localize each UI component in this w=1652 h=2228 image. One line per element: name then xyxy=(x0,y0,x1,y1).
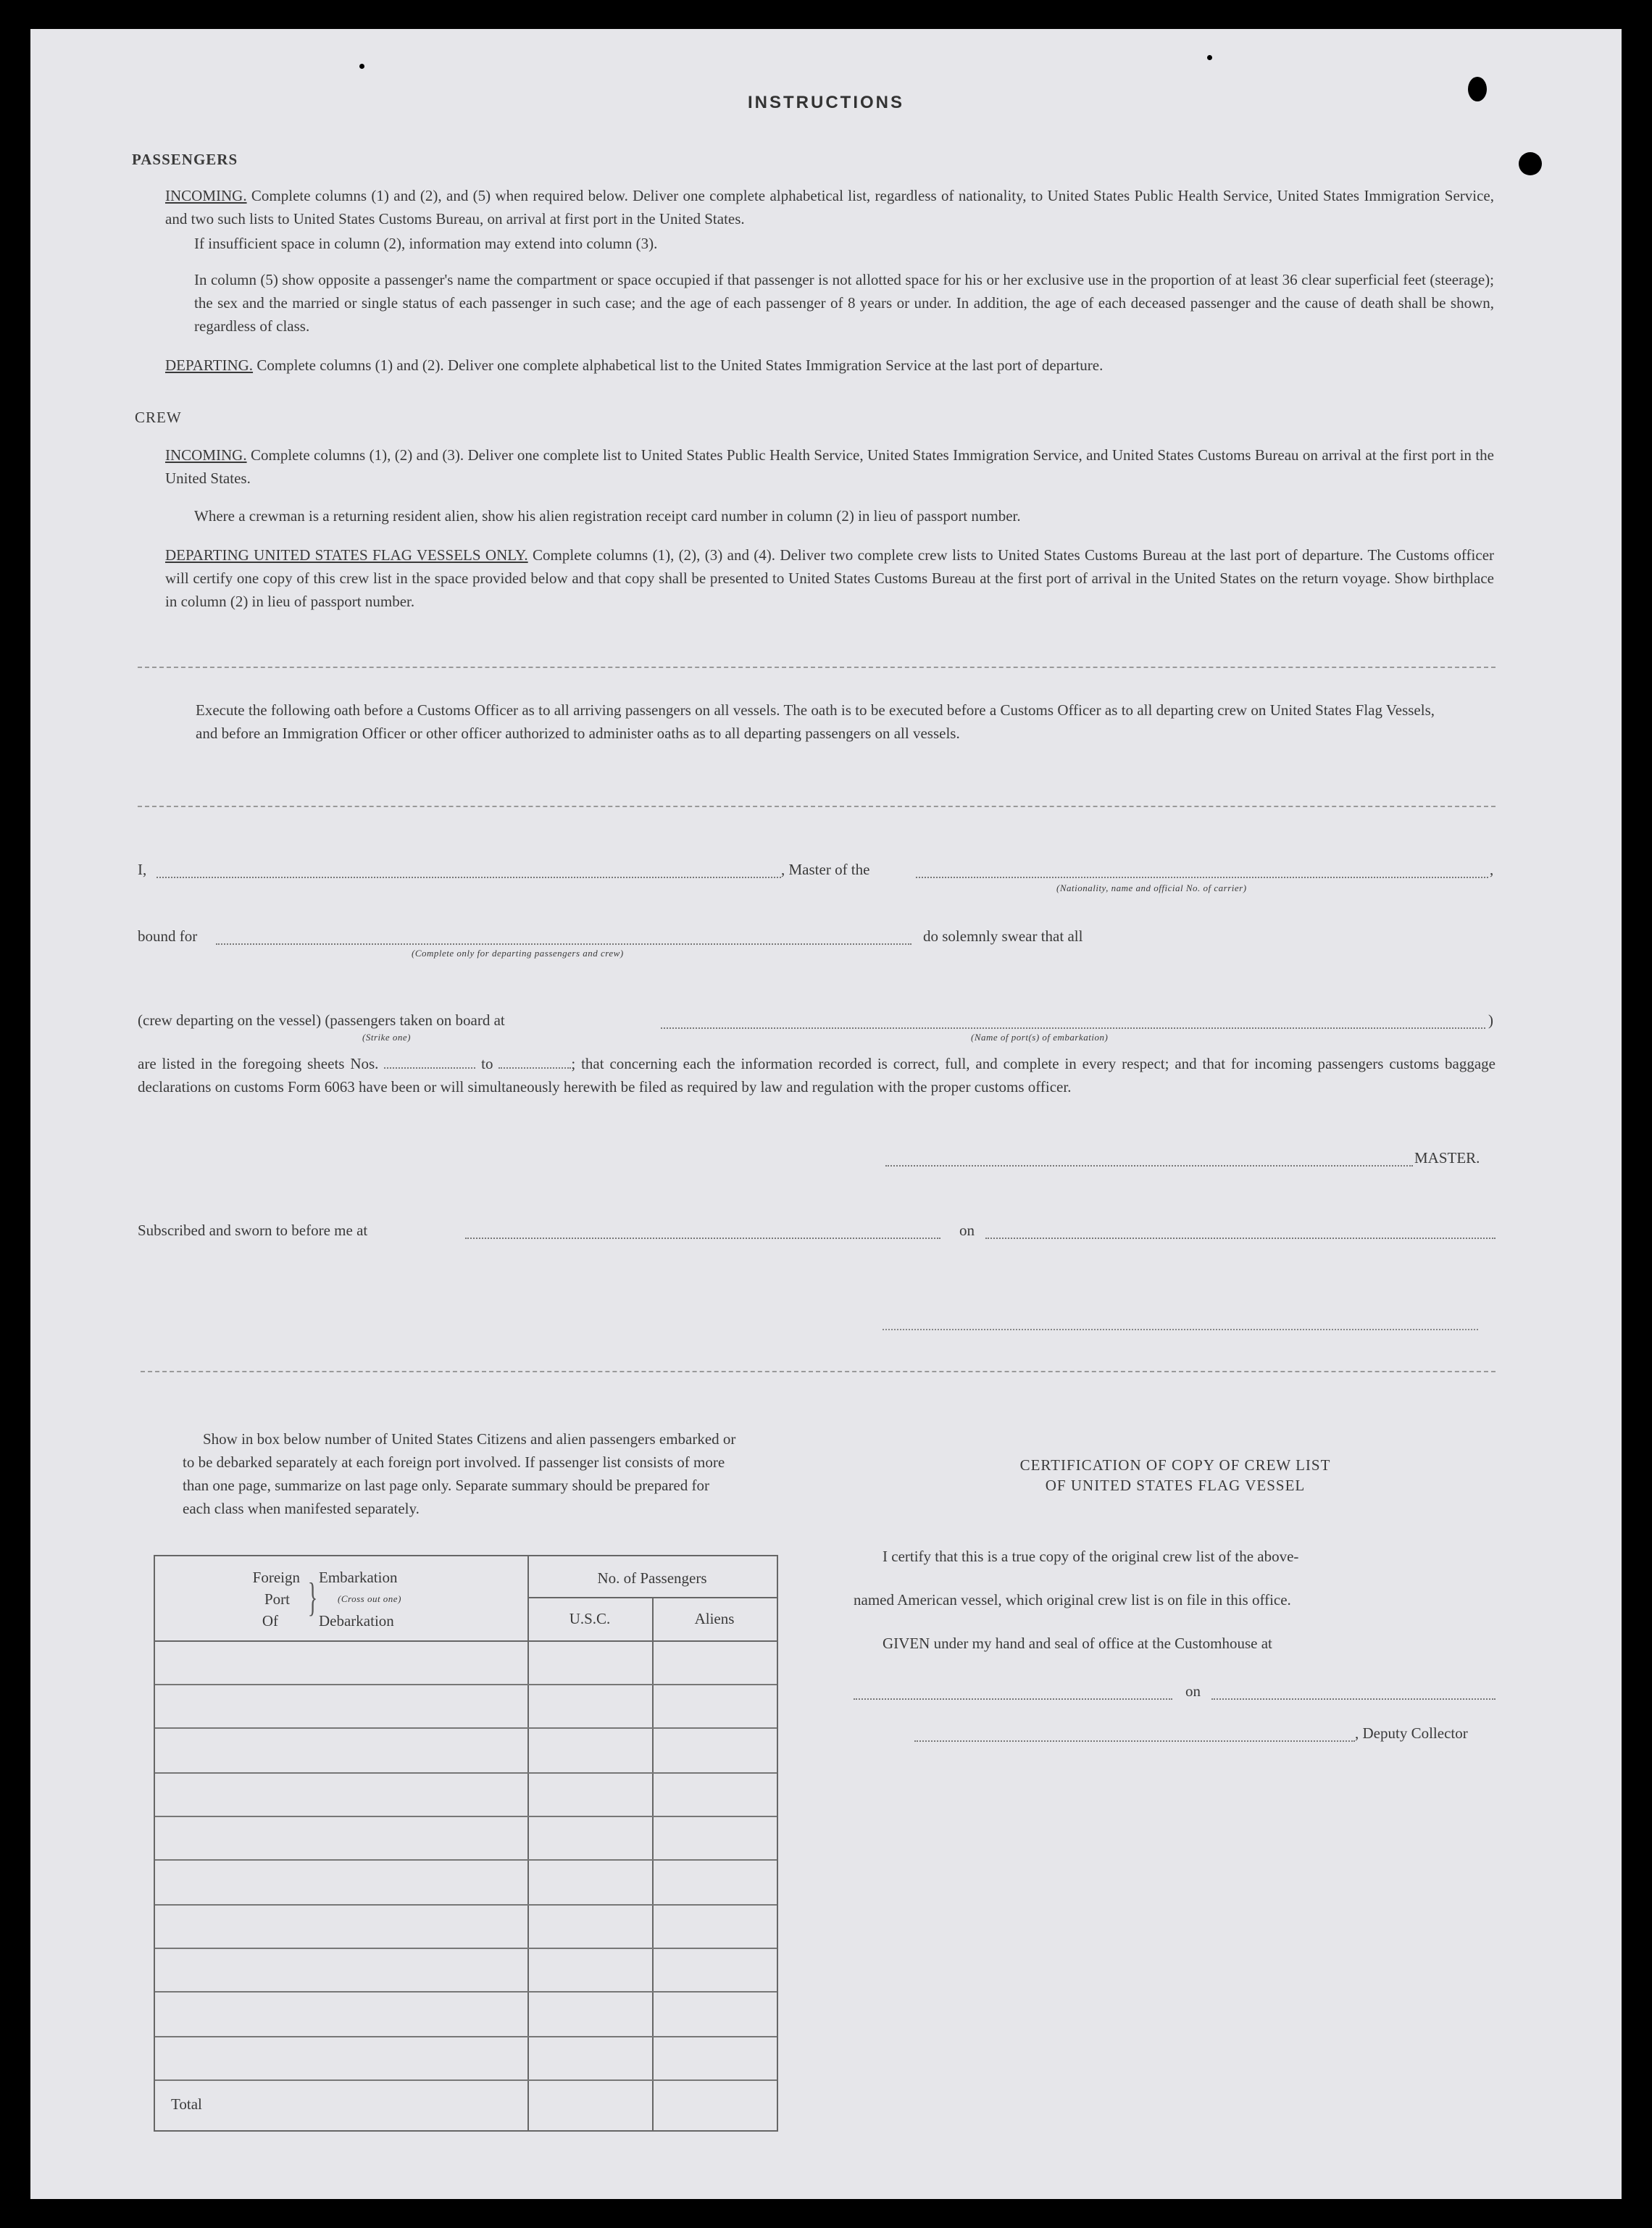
oath-i: I, xyxy=(138,861,147,878)
col-cross-out: (Cross out one) xyxy=(338,1593,401,1604)
scan-speck xyxy=(359,64,364,69)
oath-listed-paragraph xyxy=(138,1052,1495,1098)
divider-3 xyxy=(141,1371,1495,1372)
crew-departing-text: Complete columns (1), (2), (3) and (4). Deliver two complete crew lists to United States Customs Bureau at the last port of departure. The Customs officer will certify one copy of this crew list in the space provided below and that copy shall be presented to United States Customs Bureau at the first port of arrival in the United States on the return voyage. Show birthplace in column (2) in lieu of passport number. xyxy=(165,546,1495,610)
passengers-departing xyxy=(165,354,1494,377)
customhouse-field[interactable] xyxy=(854,1698,1172,1700)
summary-intro: Show in box below number of United States Citizens and alien passengers embarked or to be debarked separately at each foreign port involved. If passenger list consists of more than one page, summarize on last page only. Separate summary should be prepared for each class when manifested separately. xyxy=(183,1430,736,1517)
oath-listed-rest: ; that concerning each the information recorded is correct, full, and complete in every respect; and that for incoming passengers customs baggage declarations on customs Form 6063 have been or will simultaneously herewith be filed as required by law and regulation with the proper customs officer. xyxy=(138,1055,1495,1096)
page-title: INSTRUCTIONS xyxy=(748,93,904,112)
strike-one-hint: (Strike one) xyxy=(362,1032,412,1043)
table-row-line xyxy=(155,1772,777,1774)
master-name-field[interactable] xyxy=(157,877,781,878)
oath-intro: Execute the following oath before a Customs Officer as to all arriving passengers on all vessels. The oath is to be executed before a Customs Officer as to all departing crew on United States Flag Vessels, and before an Immigration Officer or other officer authorized to administer oaths as to all departing passengers on all vessels. xyxy=(196,701,1435,742)
crew-departing xyxy=(165,543,1494,613)
carrier-field[interactable] xyxy=(916,877,1488,878)
col-aliens: Aliens xyxy=(694,1610,735,1627)
certification-on: on xyxy=(1185,1682,1201,1700)
crew-incoming-text: Complete columns (1), (2) and (3). Deliver one complete list to United States Public Health Service, United States Immigration Service, and United States Customs Bureau on arrival at the first port in the United States. xyxy=(165,446,1494,487)
table-row-line xyxy=(155,1727,777,1729)
oath-comma: , xyxy=(1490,861,1494,878)
subscribed-place-field[interactable] xyxy=(465,1238,940,1239)
certify-line-2: named American vessel, which original crew list is on file in this office. xyxy=(854,1591,1291,1609)
passengers-insufficient: If insufficient space in column (2), information may extend into column (3). xyxy=(194,235,658,252)
col-embarkation: Embarkation xyxy=(319,1569,398,1586)
master-label: MASTER. xyxy=(1414,1149,1480,1167)
embarkation-ports-field[interactable] xyxy=(661,1027,1485,1029)
oath-listed-in: are listed in the foregoing sheets Nos. xyxy=(138,1055,379,1072)
passengers-column5: In column (5) show opposite a passenger's name the compartment or space occupied if that passenger is not allotted space for his or her exclusive use in the proportion of at least 36 clear superficial feet (steerage); the sex and the married or single status of each passenger in such case; and the age of each passenger of 8 years or under. In addition, the age of each deceased passenger and the cause of death shall be shown, regardless of class. xyxy=(194,271,1494,335)
certification-heading-line1: CERTIFICATION OF COPY OF CREW LIST xyxy=(1019,1456,1331,1474)
given-text: GIVEN under my hand and seal of office at the Customhouse at xyxy=(883,1635,1272,1652)
table-row-line xyxy=(155,1859,777,1861)
deputy-collector-signature-field[interactable] xyxy=(914,1740,1355,1742)
scan-speck xyxy=(1519,152,1542,175)
table-row-line xyxy=(155,1684,777,1685)
table-hline-header-sub xyxy=(527,1597,777,1598)
col-foreign: Foreign xyxy=(252,1569,300,1586)
table-vline-1 xyxy=(527,1556,529,2130)
certification-heading xyxy=(864,1455,1487,1495)
master-signature-field[interactable] xyxy=(885,1165,1413,1167)
col-foreign-port-of xyxy=(235,1566,300,1632)
col-usc: U.S.C. xyxy=(569,1610,611,1627)
scan-speck xyxy=(1207,55,1212,60)
crew-departing-label: DEPARTING UNITED STATES FLAG VESSELS ONLY. xyxy=(165,546,528,564)
oath-bound-for: bound for xyxy=(138,927,198,945)
passengers-departing-label: DEPARTING. xyxy=(165,356,254,374)
certification-heading-line2: OF UNITED STATES FLAG VESSEL xyxy=(1045,1477,1306,1494)
sheet-from-field[interactable] xyxy=(384,1067,475,1069)
table-vline-2 xyxy=(652,1597,654,2130)
scan-speck xyxy=(1468,77,1487,101)
col-port: Port xyxy=(264,1590,290,1608)
table-row-line xyxy=(155,2079,777,2081)
col-embark-debark xyxy=(319,1566,464,1632)
brace-icon: } xyxy=(307,1575,318,1620)
bound-for-field[interactable] xyxy=(216,943,911,945)
subscribed-date-field[interactable] xyxy=(985,1238,1495,1239)
col-no-passengers: No. of Passengers xyxy=(597,1569,707,1587)
officer-signature-field[interactable] xyxy=(883,1329,1478,1330)
table-row-line xyxy=(155,1640,777,1642)
sheet-to-field[interactable] xyxy=(498,1067,571,1069)
total-label: Total xyxy=(171,2095,202,2113)
oath-to: to xyxy=(481,1055,493,1072)
oath-crew-departing: (crew departing on the vessel) (passengers taken on board at xyxy=(138,1011,505,1029)
divider-1 xyxy=(138,667,1495,668)
crew-incoming-label: INCOMING. xyxy=(165,446,247,464)
crew-incoming xyxy=(165,443,1494,490)
passengers-departing-text: Complete columns (1) and (2). Deliver one complete alphabetical list to the United States Immigration Service at the last port of departure. xyxy=(256,356,1104,374)
document-page xyxy=(30,29,1622,2199)
table-row-line xyxy=(155,1991,777,1993)
certify-line-1: I certify that this is a true copy of the original crew list of the above- xyxy=(883,1548,1299,1565)
certification-date-field[interactable] xyxy=(1211,1698,1495,1700)
oath-master-of-the: , Master of the xyxy=(781,861,870,878)
passengers-heading: PASSENGERS xyxy=(132,151,238,168)
crew-resident: Where a crewman is a returning resident alien, show his alien registration receipt card number in column (2) in lieu of passport number. xyxy=(194,507,1021,525)
passengers-incoming-text: Complete columns (1) and (2), and (5) when required below. Deliver one complete alphabetical list, regardless of nationality, to United States Public Health Service, United States Immigration Service, and two such lists to United States Customs Bureau, on arrival at first port in the United States. xyxy=(165,187,1494,228)
table-row-line xyxy=(155,1816,777,1817)
oath-close-paren: ) xyxy=(1488,1011,1493,1029)
subscribed-text: Subscribed and sworn to before me at xyxy=(138,1222,368,1239)
passenger-summary-table xyxy=(154,1555,778,2132)
table-row-line xyxy=(155,1904,777,1906)
col-debarkation: Debarkation xyxy=(319,1612,394,1630)
nationality-hint: (Nationality, name and official No. of carrier) xyxy=(1056,883,1247,893)
passengers-incoming-label: INCOMING. xyxy=(165,187,247,204)
passengers-incoming xyxy=(165,184,1494,230)
complete-only-hint: (Complete only for departing passengers and crew) xyxy=(412,948,624,959)
oath-swear: do solemnly swear that all xyxy=(923,927,1083,945)
col-of: Of xyxy=(262,1612,278,1630)
table-row-line xyxy=(155,2036,777,2037)
deputy-collector-label: , Deputy Collector xyxy=(1355,1724,1468,1742)
crew-heading: CREW xyxy=(135,409,182,426)
ports-hint: (Name of port(s) of embarkation) xyxy=(971,1032,1109,1043)
table-row-line xyxy=(155,1948,777,1949)
divider-2 xyxy=(138,806,1495,807)
subscribed-on: on xyxy=(959,1222,975,1239)
